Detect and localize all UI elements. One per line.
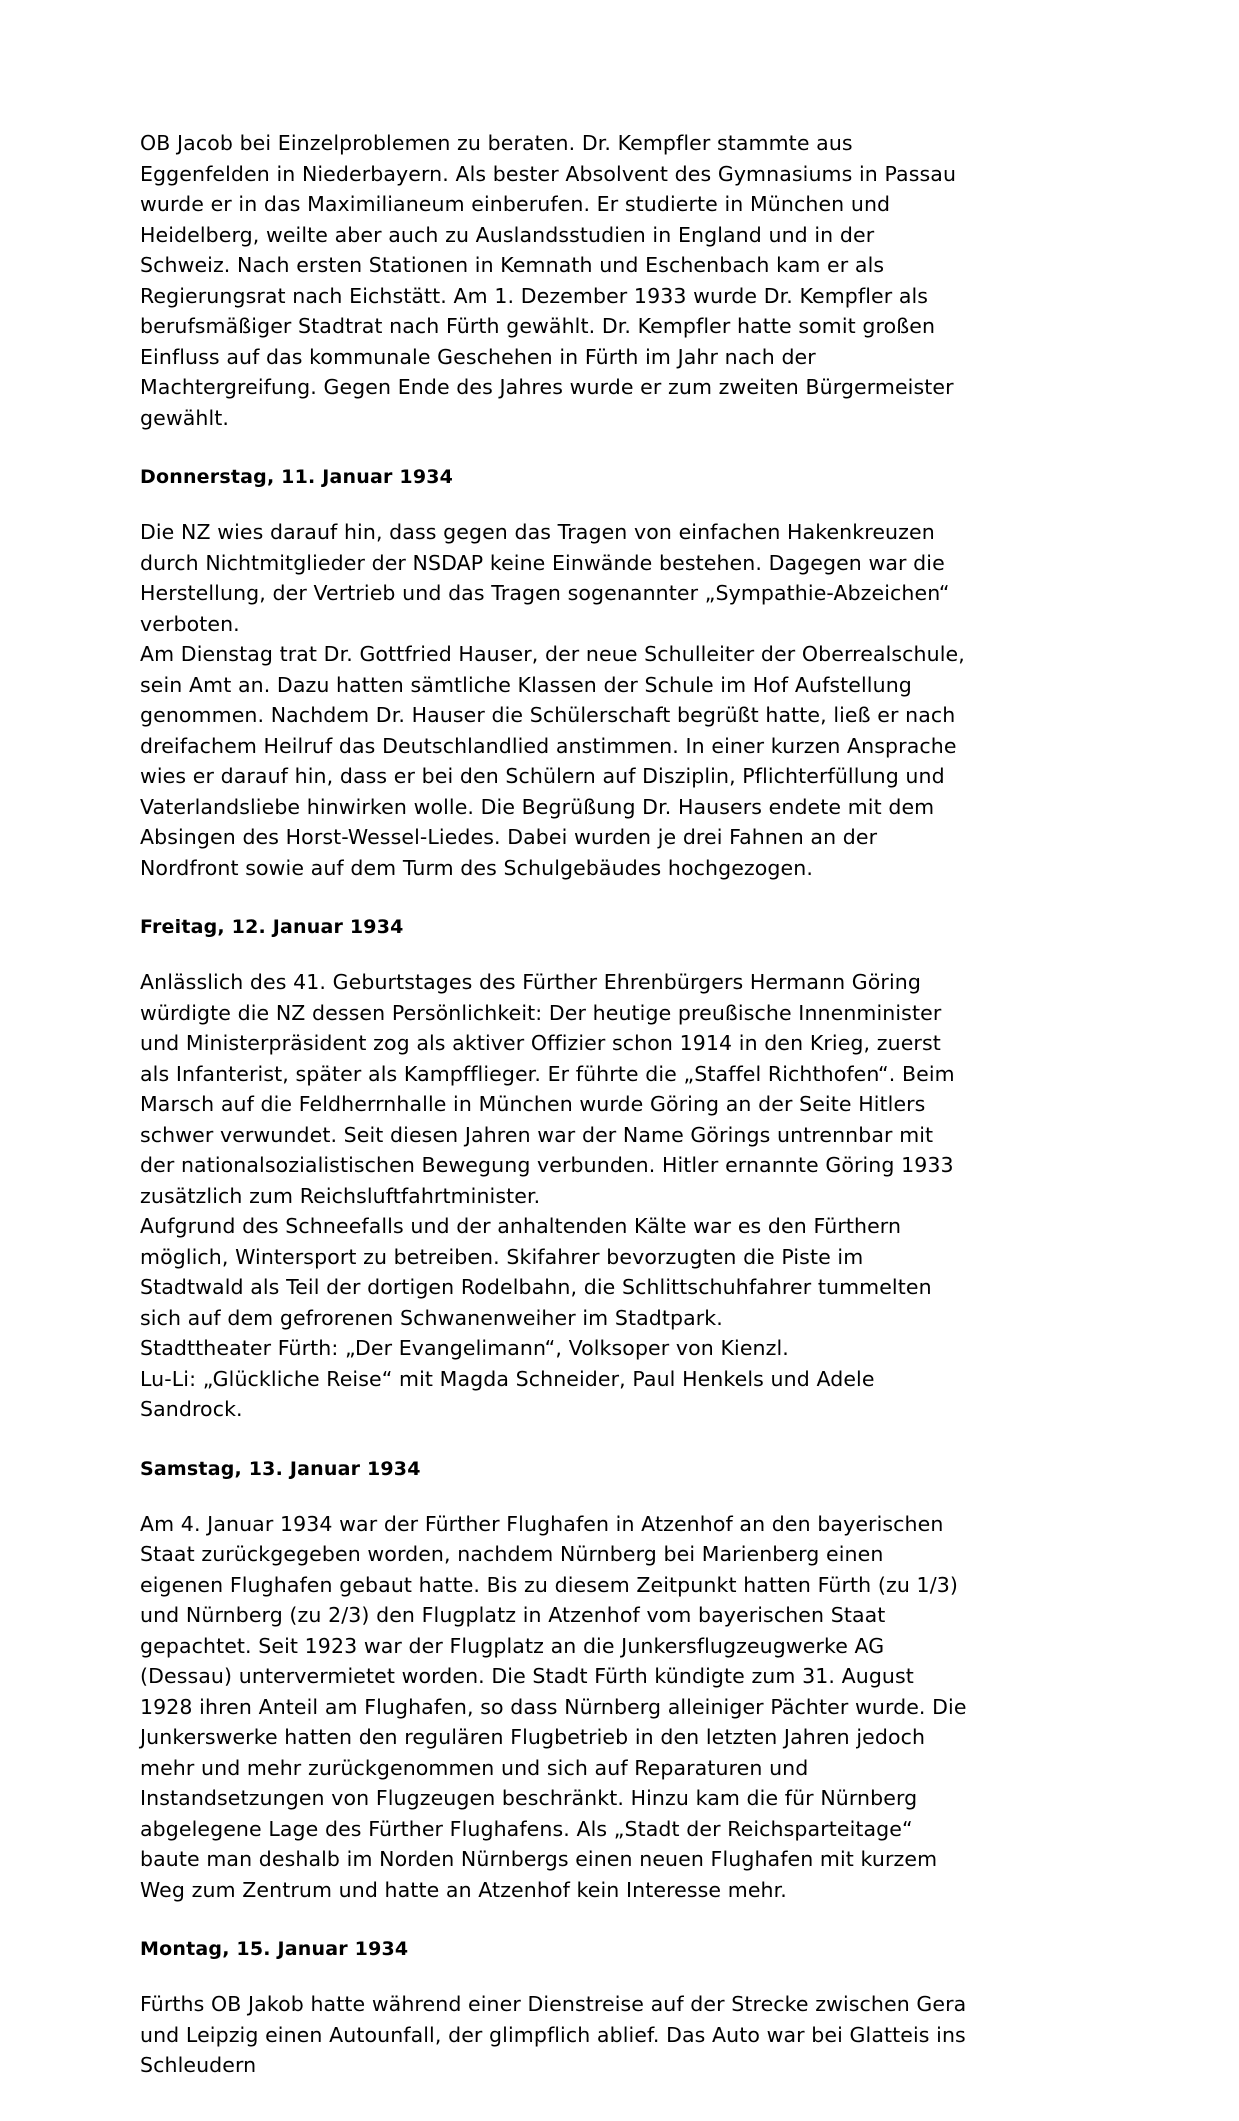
paragraph-15-januar-1934: Fürths OB Jakob hatte während einer Dienstreise auf der Strecke zwischen Gera und Leipzig einen Autounfall, der glimpflich ablief. Das Auto war bei Glatteis ins Schleudern <box>140 1992 967 2077</box>
paragraph-11-januar-1934: Die NZ wies darauf hin, dass gegen das Tragen von einfachen Hakenkreuzen durch Nichtmitglieder der NSDAP keine Einwände bestehen. Dagegen war die Herstellung, der Vertrieb und das Tragen sogenannter „Sympathie-Abzeichen“ verboten. Am Dienstag trat Dr. Gottfried Hauser, der neue Schulleiter der Oberrealschule, sein Amt an. Dazu hatten sämtliche Klassen der Schule im Hof Aufstellung genommen. Nachdem Dr. Hauser die Schülerschaft begrüßt hatte, ließ er nach dreifachem Heilruf das Deutschlandlied anstimmen. In einer kurzen Ansprache wies er darauf hin, dass er bei den Schülern auf Disziplin, Pflichterfüllung und Vaterlandsliebe hinwirken wolle. Die Begrüßung Dr. Hausers endete mit dem Absingen des Horst-Wessel-Liedes. Dabei wurden je drei Fahnen an der Nordfront sowie auf dem Turm des Schulgebäudes hochgezogen. <box>140 520 965 880</box>
paragraph-kempfler-biography: OB Jacob bei Einzelproblemen zu beraten. Dr. Kempfler stammte aus Eggenfelden in Niederbayern. Als bester Absolvent des Gymnasiums in Passau wurde er in das Maximilianeum einberufen. Er studierte in München und Heidelberg, weilte aber auch zu Auslandsstudien in England und in der Schweiz. Nach ersten Stationen in Kemnath und Eschenbach kam er als Regierungsrat nach Eichstätt. Am 1. Dezember 1933 wurde Dr. Kempfler als berufsmäßiger Stadtrat nach Fürth gewählt. Dr. Kempfler hatte somit großen Einfluss auf das kommunale Geschehen in Fürth im Jahr nach der Machtergreifung. Gegen Ende des Jahres wurde er zum zweiten Bürgermeister gewählt. <box>140 131 957 430</box>
spacer <box>140 941 970 967</box>
spacer <box>140 433 970 463</box>
spacer <box>140 1425 970 1455</box>
heading-samstag-13-januar-1934: Samstag, 13. Januar 1934 <box>140 1457 421 1480</box>
spacer <box>140 1963 970 1989</box>
spacer <box>140 883 970 913</box>
heading-donnerstag-11-januar-1934: Donnerstag, 11. Januar 1934 <box>140 466 454 488</box>
spacer <box>140 1483 970 1509</box>
heading-montag-15-januar-1934: Montag, 15. Januar 1934 <box>140 1938 409 1960</box>
document-body <box>140 128 970 2081</box>
heading-freitag-12-januar-1934: Freitag, 12. Januar 1934 <box>140 916 404 938</box>
spacer <box>140 491 970 517</box>
paragraph-12-januar-1934: Anlässlich des 41. Geburtstages des Fürther Ehrenbürgers Hermann Göring würdigte die NZ dessen Persönlichkeit: Der heutige preußische Innenminister und Ministerpräsident zog als aktiver Offizier schon 1914 in den Krieg, zuerst als Infanterist, später als Kampfflieger. Er führte die „Staffel Richthofen“. Beim Marsch auf die Feldherrnhalle in München wurde Göring an der Seite Hitlers schwer verwundet. Seit diesen Jahren war der Name Görings untrennbar mit der nationalsozialistischen Bewegung verbunden. Hitler ernannte Göring 1933 zusätzlich zum Reichsluftfahrtminister. Aufgrund des Schneefalls und der anhaltenden Kälte war es den Fürthern möglich, Wintersport zu betreiben. Skifahrer bevorzugten die Piste im Stadtwald als Teil der dortigen Rodelbahn, die Schlittschuhfahrer tummelten sich auf dem gefrorenen Schwanenweiher im Stadtpark. Stadttheater Fürth: „Der Evangelimann“, Volksoper von Kienzl. Lu-Li: „Glückliche Reise“ mit Magda Schneider, Paul Henkels und Adele Sandrock. <box>140 970 955 1421</box>
spacer <box>140 1905 970 1935</box>
paragraph-13-januar-1934: Am 4. Januar 1934 war der Fürther Flughafen in Atzenhof an den bayerischen Staat zurückgegeben worden, nachdem Nürnberg bei Marienberg einen eigenen Flughafen gebaut hatte. Bis zu diesem Zeitpunkt hatten Fürth (zu 1/3) und Nürnberg (zu 2/3) den Flugplatz in Atzenhof vom bayerischen Staat gepachtet. Seit 1923 war der Flugplatz an die Junkersflugzeugwerke AG (Dessau) untervermietet worden. Die Stadt Fürth kündigte zum 31. August 1928 ihren Anteil am Flughafen, so dass Nürnberg alleiniger Pächter wurde. Die Junkerswerke hatten den regulären Flugbetrieb in den letzten Jahren jedoch mehr und mehr zurückgenommen und sich auf Reparaturen und Instandsetzungen von Flugzeugen beschränkt. Hinzu kam die für Nürnberg abgelegene Lage des Fürther Flughafens. Als „Stadt der Reichsparteitage“ baute man deshalb im Norden Nürnbergs einen neuen Flughafen mit kurzem Weg zum Zentrum und hatte an Atzenhof kein Interesse mehr. <box>140 1511 967 1902</box>
